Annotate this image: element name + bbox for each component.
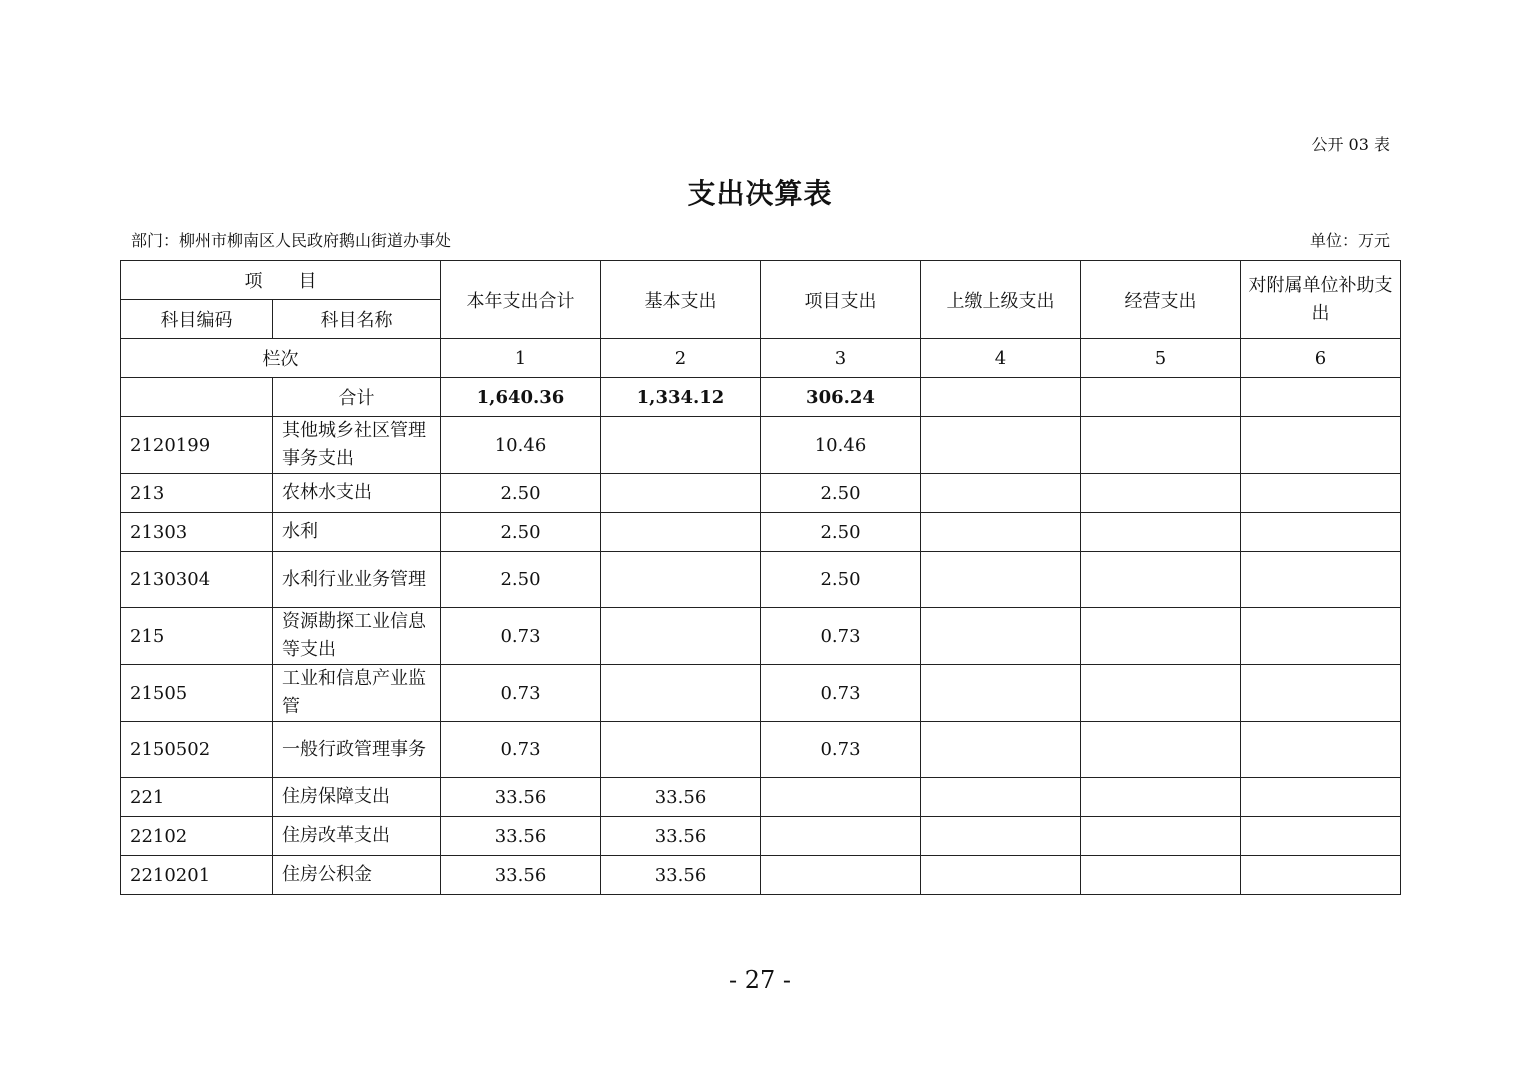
value-cell: 33.56 bbox=[441, 778, 601, 817]
value-cell: 0.73 bbox=[761, 722, 921, 778]
value-cell bbox=[1081, 817, 1241, 856]
total-code-cell bbox=[121, 378, 273, 417]
subject-name: 资源勘探工业信息等支出 bbox=[273, 608, 441, 665]
header-col-3: 项目支出 bbox=[761, 261, 921, 339]
subject-name: 其他城乡社区管理事务支出 bbox=[273, 417, 441, 474]
form-number: 公开 03 表 bbox=[1311, 135, 1390, 154]
table-row bbox=[121, 856, 1401, 895]
table-row bbox=[121, 513, 1401, 552]
value-cell: 2.50 bbox=[441, 513, 601, 552]
column-index-cell: 3 bbox=[761, 339, 921, 378]
table-row bbox=[121, 417, 1401, 474]
value-cell bbox=[1081, 722, 1241, 778]
value-cell bbox=[761, 856, 921, 895]
value-cell: 0.73 bbox=[441, 608, 601, 665]
column-index-cell: 2 bbox=[601, 339, 761, 378]
total-label: 合计 bbox=[273, 378, 441, 417]
table-body bbox=[121, 261, 1401, 895]
value-cell bbox=[921, 817, 1081, 856]
column-index-label: 栏次 bbox=[121, 339, 441, 378]
expenditure-table bbox=[120, 260, 1401, 895]
value-cell bbox=[761, 817, 921, 856]
subject-code: 21303 bbox=[121, 513, 273, 552]
value-cell bbox=[1081, 513, 1241, 552]
subject-code: 221 bbox=[121, 778, 273, 817]
total-value: 1,640.36 bbox=[441, 378, 601, 417]
subject-code: 2150502 bbox=[121, 722, 273, 778]
value-cell bbox=[1081, 417, 1241, 474]
subject-code: 215 bbox=[121, 608, 273, 665]
value-cell bbox=[921, 665, 1081, 722]
value-cell bbox=[1081, 608, 1241, 665]
value-cell bbox=[921, 608, 1081, 665]
value-cell: 0.73 bbox=[441, 722, 601, 778]
value-cell: 33.56 bbox=[441, 817, 601, 856]
value-cell bbox=[1081, 474, 1241, 513]
value-cell bbox=[921, 417, 1081, 474]
header-col-1: 本年支出合计 bbox=[441, 261, 601, 339]
header-row-1 bbox=[121, 261, 1401, 300]
value-cell bbox=[921, 513, 1081, 552]
value-cell bbox=[1241, 665, 1401, 722]
value-cell bbox=[1241, 778, 1401, 817]
subject-name: 一般行政管理事务 bbox=[273, 722, 441, 778]
department-label: 部门：柳州市柳南区人民政府鹅山街道办事处 bbox=[131, 231, 452, 250]
value-cell: 0.73 bbox=[761, 665, 921, 722]
table-row bbox=[121, 817, 1401, 856]
table-row bbox=[121, 608, 1401, 665]
value-cell bbox=[761, 778, 921, 817]
subject-code: 21505 bbox=[121, 665, 273, 722]
value-cell bbox=[601, 665, 761, 722]
value-cell bbox=[921, 722, 1081, 778]
page-number: - 27 - bbox=[728, 966, 791, 994]
subject-name: 水利 bbox=[273, 513, 441, 552]
value-cell: 2.50 bbox=[761, 513, 921, 552]
value-cell: 33.56 bbox=[601, 778, 761, 817]
value-cell bbox=[601, 513, 761, 552]
value-cell bbox=[1241, 417, 1401, 474]
value-cell bbox=[1081, 552, 1241, 608]
header-code: 科目编码 bbox=[121, 300, 273, 339]
subject-code: 2130304 bbox=[121, 552, 273, 608]
value-cell bbox=[601, 474, 761, 513]
table-row bbox=[121, 778, 1401, 817]
subject-name: 住房改革支出 bbox=[273, 817, 441, 856]
value-cell bbox=[921, 552, 1081, 608]
value-cell bbox=[1081, 856, 1241, 895]
unit-label: 单位：万元 bbox=[1309, 231, 1390, 250]
page-title: 支出决算表 bbox=[687, 177, 833, 210]
value-cell: 10.46 bbox=[761, 417, 921, 474]
total-value bbox=[921, 378, 1081, 417]
value-cell bbox=[601, 608, 761, 665]
value-cell bbox=[1241, 552, 1401, 608]
value-cell bbox=[921, 474, 1081, 513]
subject-name: 住房公积金 bbox=[273, 856, 441, 895]
value-cell: 0.73 bbox=[441, 665, 601, 722]
value-cell bbox=[1241, 608, 1401, 665]
value-cell: 2.50 bbox=[441, 552, 601, 608]
subject-code: 213 bbox=[121, 474, 273, 513]
header-col-2: 基本支出 bbox=[601, 261, 761, 339]
header-name: 科目名称 bbox=[273, 300, 441, 339]
value-cell: 2.50 bbox=[761, 552, 921, 608]
value-cell: 2.50 bbox=[441, 474, 601, 513]
value-cell bbox=[1081, 665, 1241, 722]
value-cell bbox=[921, 778, 1081, 817]
total-row bbox=[121, 378, 1401, 417]
value-cell bbox=[601, 722, 761, 778]
value-cell bbox=[1241, 856, 1401, 895]
total-value bbox=[1081, 378, 1241, 417]
value-cell: 33.56 bbox=[441, 856, 601, 895]
total-value: 306.24 bbox=[761, 378, 921, 417]
total-value: 1,334.12 bbox=[601, 378, 761, 417]
column-index-cell: 5 bbox=[1081, 339, 1241, 378]
value-cell: 2.50 bbox=[761, 474, 921, 513]
subject-code: 2120199 bbox=[121, 417, 273, 474]
subject-code: 22102 bbox=[121, 817, 273, 856]
subject-name: 水利行业业务管理 bbox=[273, 552, 441, 608]
value-cell bbox=[1241, 722, 1401, 778]
column-index-cell: 4 bbox=[921, 339, 1081, 378]
header-col-5: 经营支出 bbox=[1081, 261, 1241, 339]
subject-name: 住房保障支出 bbox=[273, 778, 441, 817]
column-index-cell: 6 bbox=[1241, 339, 1401, 378]
table-row bbox=[121, 552, 1401, 608]
value-cell: 10.46 bbox=[441, 417, 601, 474]
value-cell bbox=[601, 417, 761, 474]
column-index-cell: 1 bbox=[441, 339, 601, 378]
value-cell bbox=[1241, 513, 1401, 552]
value-cell bbox=[1081, 778, 1241, 817]
column-index-row bbox=[121, 339, 1401, 378]
subject-code: 2210201 bbox=[121, 856, 273, 895]
value-cell bbox=[1241, 817, 1401, 856]
table-row bbox=[121, 722, 1401, 778]
value-cell bbox=[1241, 474, 1401, 513]
subject-name: 工业和信息产业监管 bbox=[273, 665, 441, 722]
header-col-4: 上缴上级支出 bbox=[921, 261, 1081, 339]
value-cell bbox=[601, 552, 761, 608]
table-row bbox=[121, 474, 1401, 513]
total-value bbox=[1241, 378, 1401, 417]
header-item: 项 目 bbox=[121, 261, 441, 300]
subject-name: 农林水支出 bbox=[273, 474, 441, 513]
value-cell: 0.73 bbox=[761, 608, 921, 665]
header-col-6: 对附属单位补助支出 bbox=[1241, 261, 1401, 339]
value-cell: 33.56 bbox=[601, 817, 761, 856]
table-row bbox=[121, 665, 1401, 722]
value-cell: 33.56 bbox=[601, 856, 761, 895]
value-cell bbox=[921, 856, 1081, 895]
